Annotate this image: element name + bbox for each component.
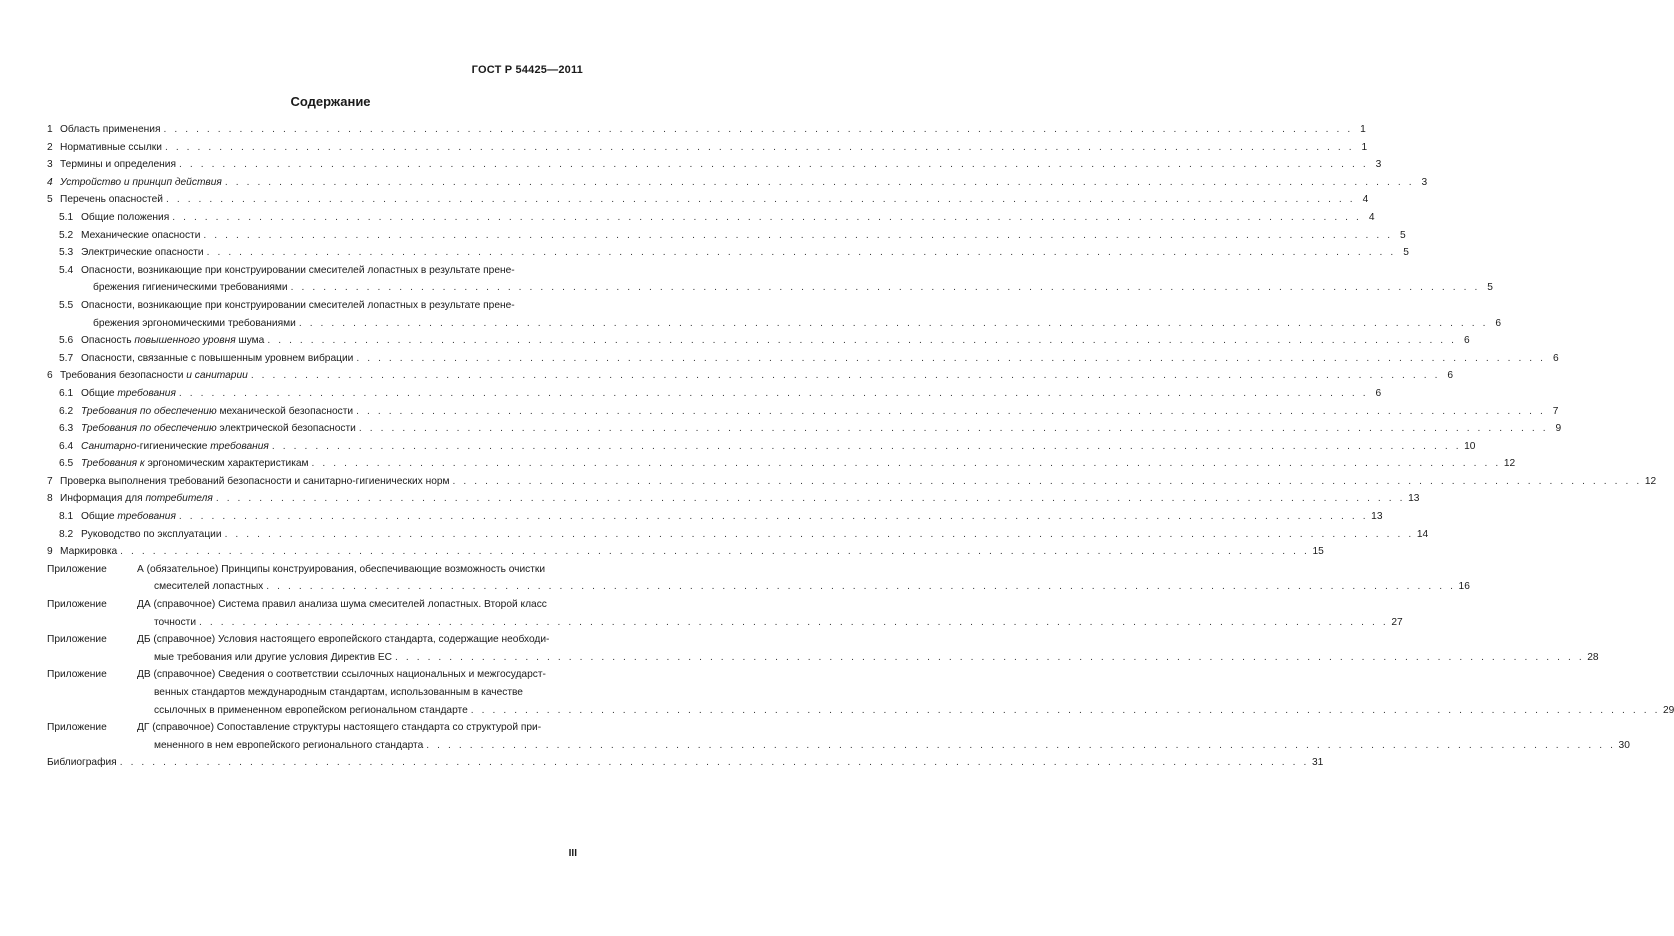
toc-entry-title: Требования по обеспечению механической безопасности <box>81 405 354 417</box>
toc-entry-page: 14 <box>1416 528 1429 540</box>
toc-entry-title: смесителей лопастных <box>154 581 264 593</box>
toc-entry-title: Библиография <box>47 757 117 769</box>
toc-entry-number: 4 <box>47 176 53 188</box>
toc-leader-dots <box>199 614 1388 632</box>
toc-entry[interactable] <box>47 702 1674 720</box>
toc-entry-number: 8.1 <box>59 511 74 523</box>
toc-leader-dots <box>299 315 1488 333</box>
toc-entry-title: Общие требования <box>81 387 176 399</box>
toc-entry-number: 5 <box>47 194 53 206</box>
toc-leader-dots <box>395 649 1584 667</box>
toc-entry-number: 6.1 <box>59 387 74 399</box>
toc-entry-title: мые требования или другие условия Директив ЕС <box>154 651 392 663</box>
toc-leader-dots <box>356 403 1545 421</box>
toc-leader-dots <box>172 209 1361 227</box>
toc-entry-page: 3 <box>1375 159 1382 171</box>
toc-leader-dots <box>179 508 1368 526</box>
toc-entry[interactable] <box>47 737 1630 755</box>
toc-leader-dots <box>356 350 1545 368</box>
toc-entry-title: Общие требования <box>81 511 176 523</box>
toc-entry-title: Общие положения <box>81 211 170 223</box>
toc-entry-number: 5.6 <box>59 335 74 347</box>
toc-entry-title: Требования безопасности и санитарии <box>60 370 248 382</box>
toc-entry-title: Устройство и принцип действия <box>60 176 222 188</box>
toc-entry[interactable] <box>47 473 1657 491</box>
toc-entry[interactable] <box>47 244 1409 262</box>
toc-entry[interactable] <box>47 631 582 649</box>
toc-entry[interactable] <box>47 209 1375 227</box>
toc-leader-dots <box>426 737 1615 755</box>
toc-entry[interactable] <box>47 754 1324 772</box>
toc-entry-title: брежения гигиеническими требованиями <box>93 282 288 294</box>
toc-entry-page: 6 <box>1375 387 1382 399</box>
toc-entry[interactable] <box>47 543 1324 561</box>
toc-leader-dots <box>267 332 1456 350</box>
toc-entry-title: Информация для потребителя <box>60 493 213 505</box>
toc-entry-page: 6 <box>1463 335 1470 347</box>
toc-leader-dots <box>471 702 1660 720</box>
toc-entry-page: 6 <box>1495 317 1502 329</box>
toc-entry[interactable] <box>47 455 1516 473</box>
toc-entry-page: 29 <box>1663 704 1674 716</box>
toc-leader-dots <box>120 543 1309 561</box>
toc-entry[interactable] <box>47 684 582 702</box>
toc-entry-page: 9 <box>1555 423 1562 435</box>
toc-entry-number: 2 <box>47 141 53 153</box>
toc-entry[interactable] <box>47 315 1502 333</box>
toc-entry-page: 30 <box>1618 739 1630 751</box>
toc-entry-page: 12 <box>1644 475 1657 487</box>
toc-entry[interactable] <box>47 385 1382 403</box>
toc-entry-number: 5.5 <box>59 299 74 311</box>
toc-entry-title: Санитарно-гигиенические требования <box>81 440 269 452</box>
toc-leader-dots <box>179 385 1368 403</box>
toc-leader-dots <box>312 455 1501 473</box>
toc-entry-title: Требования к эргономическим характеристикам <box>81 458 309 470</box>
toc-entry-number: 3 <box>47 159 53 171</box>
toc-entry[interactable] <box>47 666 582 684</box>
toc-entry[interactable] <box>47 297 582 315</box>
toc-entry[interactable] <box>47 227 1406 245</box>
toc-entry[interactable] <box>47 596 582 614</box>
toc-leader-dots <box>251 367 1440 385</box>
toc-entry-title: Перечень опасностей <box>60 194 163 206</box>
toc-entry[interactable] <box>47 332 1470 350</box>
toc-leader-dots <box>266 578 1455 596</box>
toc-entry[interactable] <box>47 174 1428 192</box>
toc-entry-page: 1 <box>1360 124 1366 135</box>
toc-entry-page: 10 <box>1464 440 1476 452</box>
toc-entry[interactable] <box>47 526 1429 544</box>
toc-entry[interactable] <box>47 191 1369 209</box>
toc-entry-title: ДА (справочное) Система правил анализа шума смесителей лопастных. Второй класс <box>137 599 547 611</box>
toc-appendix-label: Приложение <box>47 669 107 681</box>
toc-entry-page: 4 <box>1368 211 1375 223</box>
toc-entry-title: ДБ (справочное) Условия настоящего европейского стандарта, содержащие необходи- <box>137 634 550 646</box>
toc-leader-dots <box>225 174 1414 192</box>
toc-entry-page: 1 <box>1361 141 1368 153</box>
toc-leader-dots <box>163 121 1352 139</box>
toc-entry-number: 6.5 <box>59 458 74 470</box>
toc-leader-dots <box>120 754 1309 772</box>
toc-leader-dots <box>203 227 1392 245</box>
toc-entry-page: 16 <box>1458 581 1470 593</box>
toc-leader-dots <box>359 420 1548 438</box>
toc-entry-title: Опасности, возникающие при конструировании смесителей лопастных в результате прене- <box>81 264 515 276</box>
toc-entry[interactable] <box>47 508 1383 526</box>
toc-leader-dots <box>225 526 1414 544</box>
toc-entry-title: Опасность повышенного уровня шума <box>81 335 265 347</box>
toc-entry[interactable] <box>47 350 1559 368</box>
toc-entry-number: 7 <box>47 475 53 487</box>
toc-entry[interactable] <box>47 719 582 737</box>
toc-leader-dots <box>291 279 1480 297</box>
toc-entry-title: ссылочных в примененном европейском региональном стандарте <box>154 704 468 716</box>
toc-leader-dots <box>453 473 1642 491</box>
toc-entry-title: брежения эргономическими требованиями <box>93 317 296 329</box>
toc-leader-dots <box>207 244 1396 262</box>
toc-entry-number: 5.2 <box>59 229 74 241</box>
toc-entry-page: 5 <box>1403 247 1409 259</box>
toc-entry-title: мененного в нем европейского регионального стандарта <box>154 739 424 751</box>
page-title: Содержание <box>290 94 371 109</box>
toc-entry-title: Требования по обеспечению электрической безопасности <box>81 423 356 435</box>
toc-entry[interactable] <box>47 649 1599 667</box>
toc-entry-number: 1 <box>47 124 53 135</box>
toc-entry[interactable] <box>47 279 1493 297</box>
toc-entry-title: Проверка выполнения требований безопасности и санитарно-гигиенических норм <box>60 475 450 487</box>
toc-entry-page: 13 <box>1408 493 1420 505</box>
toc-appendix-label: Приложение <box>47 634 107 646</box>
toc-entry-number: 6.3 <box>59 423 74 435</box>
toc-entry-number: 5.4 <box>59 264 74 276</box>
toc-entry[interactable] <box>47 561 582 579</box>
toc-entry-title: Область применения <box>60 124 161 135</box>
toc-entry-page: 12 <box>1503 458 1516 470</box>
page-number: III <box>568 848 577 859</box>
toc-entry-number: 6 <box>47 370 53 382</box>
toc-leader-dots <box>272 438 1461 456</box>
toc-entry-page: 31 <box>1311 757 1324 769</box>
toc-appendix-label: Приложение <box>47 563 107 575</box>
toc-entry-number: 5.1 <box>59 211 74 223</box>
toc-entry-title: А (обязательное) Принципы конструирования, обеспечивающие возможность очистки <box>137 563 546 575</box>
toc-entry-page: 6 <box>1552 352 1559 364</box>
toc-entry-title: Опасности, связанные с повышенным уровнем вибрации <box>81 352 354 364</box>
toc-leader-dots <box>166 191 1355 209</box>
toc-entry-title: ДГ (справочное) Сопоставление структуры настоящего стандарта со структурой при- <box>137 722 542 734</box>
toc-entry-number: 5.7 <box>59 352 74 364</box>
toc-entry-page: 6 <box>1447 370 1454 382</box>
toc-entry[interactable] <box>47 121 1366 139</box>
toc-entry-title: ДВ (справочное) Сведения о соответствии ссылочных национальных и межгосударст- <box>137 669 546 681</box>
toc-entry-title: точности <box>154 616 197 628</box>
toc-entry[interactable] <box>47 490 1420 508</box>
toc-entry-page: 5 <box>1400 229 1406 241</box>
toc-entry-number: 5.3 <box>59 247 74 259</box>
toc-leader-dots <box>179 156 1368 174</box>
toc-entry-title: Электрические опасности <box>81 247 204 259</box>
toc-entry-title: Нормативные ссылки <box>60 141 162 153</box>
toc-entry[interactable] <box>47 614 1403 632</box>
toc-entry-page: 3 <box>1421 176 1428 188</box>
toc-entry-number: 8.2 <box>59 528 74 540</box>
toc-entry[interactable] <box>47 420 1562 438</box>
toc-entry-page: 27 <box>1391 616 1403 628</box>
toc-entry-page: 28 <box>1587 651 1599 663</box>
toc-appendix-label: Приложение <box>47 599 107 611</box>
toc-entry-title: Термины и определения <box>60 159 176 171</box>
toc-entry[interactable] <box>47 156 1382 174</box>
toc-entry-title: Опасности, возникающие при конструировании смесителей лопастных в результате прене- <box>81 299 515 311</box>
toc-entry-title: венных стандартов международным стандартам, использованным в качестве <box>154 687 523 698</box>
toc-entry-page: 13 <box>1371 511 1383 523</box>
toc-entry[interactable] <box>47 367 1454 385</box>
toc-entry-number: 6.2 <box>59 405 74 417</box>
toc-entry-page: 15 <box>1312 546 1324 558</box>
toc-appendix-label: Приложение <box>47 722 107 734</box>
toc-leader-dots <box>165 139 1354 157</box>
table-of-contents <box>47 121 1674 772</box>
toc-entry-page: 7 <box>1552 405 1559 417</box>
toc-entry-number: 6.4 <box>59 440 74 452</box>
toc-entry[interactable] <box>47 262 582 280</box>
toc-entry[interactable] <box>47 578 1470 596</box>
toc-entry[interactable] <box>47 403 1559 421</box>
toc-entry-title: Маркировка <box>60 546 118 558</box>
toc-entry-number: 9 <box>47 546 53 558</box>
toc-entry-number: 8 <box>47 493 53 505</box>
toc-leader-dots <box>216 490 1405 508</box>
toc-entry-title: Механические опасности <box>81 229 201 241</box>
toc-entry-title: Руководство по эксплуатации <box>81 528 222 540</box>
toc-entry[interactable] <box>47 438 1476 456</box>
document-standard-header: ГОСТ Р 54425—2011 <box>471 64 583 76</box>
toc-entry-page: 5 <box>1487 282 1493 294</box>
toc-entry-page: 4 <box>1362 194 1369 206</box>
toc-entry[interactable] <box>47 139 1368 157</box>
